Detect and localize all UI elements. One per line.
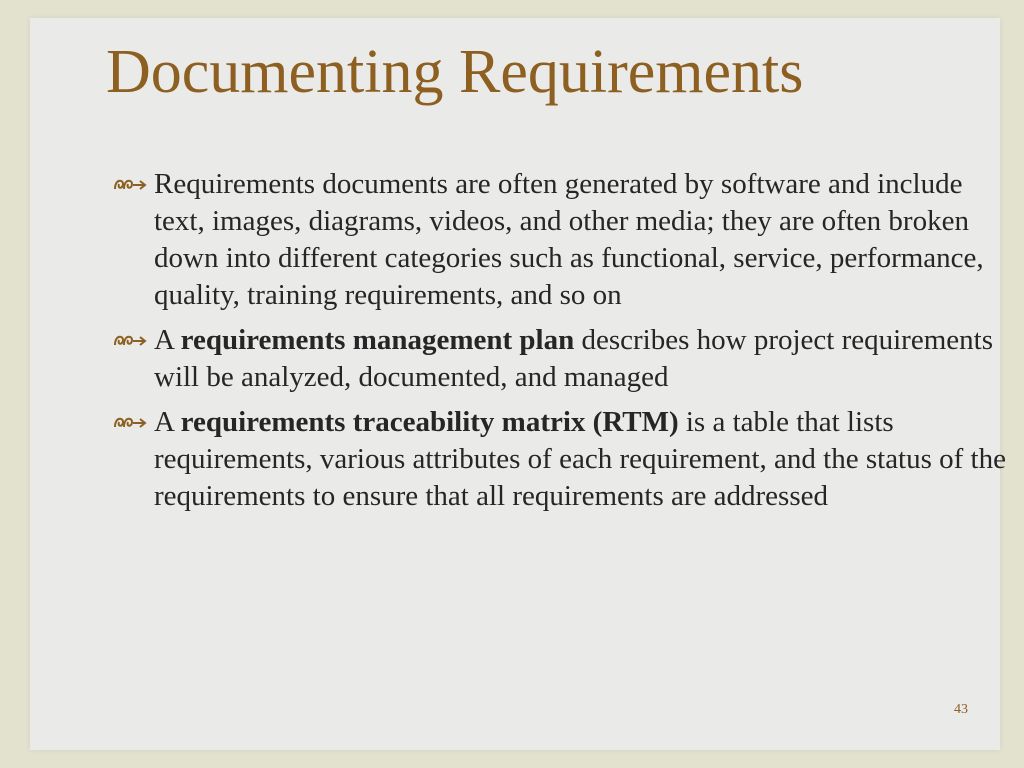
- bullet-bold-term: requirements traceability matrix (RTM): [180, 406, 679, 438]
- bullet-bold-term: requirements management plan: [180, 324, 575, 356]
- bullet-text-prefix: A: [154, 406, 181, 438]
- double-curl-bullet-icon: [112, 329, 148, 351]
- bullet-text-suffix: describes how project requirements will be analyzed, documented, and managed: [154, 324, 993, 393]
- bullet-text: Requirements documents are often generated by software and include text, images, diagrams, videos, and other media; they are often broken down into different categories such as functional, service, performance, quality, training requirements, and so on: [154, 168, 984, 311]
- double-curl-bullet-icon: [112, 173, 148, 195]
- page-number: 43: [954, 702, 968, 717]
- bullet-item: [112, 322, 1017, 396]
- bullet-item: [112, 404, 1017, 515]
- bullet-text-suffix: is a table that lists requirements, various attributes of each requirement, and the status of the requirements to ensure that all requirements are addressed: [154, 406, 1006, 512]
- slide-title: Documenting Requirements: [106, 38, 804, 106]
- double-curl-bullet-icon: [112, 411, 148, 433]
- bullet-item: [112, 166, 1017, 314]
- bullet-text-prefix: A: [154, 324, 181, 356]
- bullet-list: [112, 166, 1017, 523]
